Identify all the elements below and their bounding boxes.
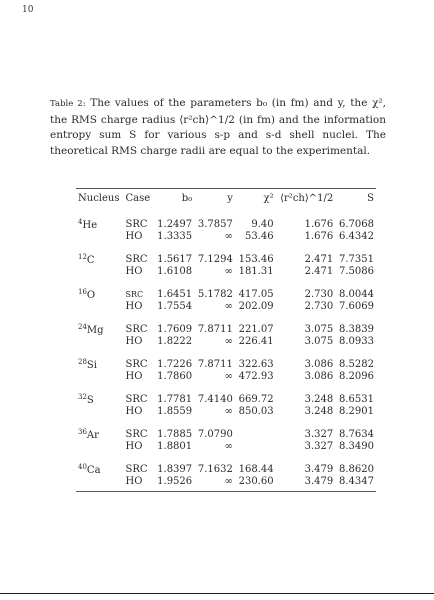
chi2-cell: 168.44: [238, 463, 274, 475]
b0-cell: 1.7554: [157, 301, 193, 312]
rms-radius-cell: 2.730: [304, 288, 334, 300]
chi2-cell: 322.63: [238, 358, 274, 370]
element-symbol: S: [86, 395, 94, 406]
rms-radius-cell: 1.676: [304, 231, 334, 242]
case-cell: HO: [125, 371, 143, 382]
rms-radius-cell: 3.086: [304, 358, 334, 370]
table-row: [76, 371, 376, 382]
table-row: [76, 312, 376, 336]
case-cell: SRC: [125, 323, 148, 335]
y-cell: 5.1782: [197, 288, 233, 300]
case-cell: HO: [125, 266, 143, 277]
mass-number: 36: [78, 428, 87, 436]
mass-number: 12: [78, 253, 87, 261]
nucleus-cell: [76, 207, 124, 231]
case-cell: SRC: [125, 253, 148, 265]
rms-radius-cell: 2.730: [304, 301, 334, 312]
b0-cell: 1.8801: [157, 441, 193, 452]
b0-cell: 1.9526: [157, 476, 193, 487]
nucleus-cell: [76, 347, 124, 371]
table-row: [76, 441, 376, 452]
chi2-cell: 202.09: [238, 301, 274, 312]
table-row: [76, 266, 376, 277]
y-cell: 7.4140: [197, 393, 233, 405]
b0-cell: 1.7860: [157, 371, 193, 382]
element-symbol: C: [86, 255, 95, 266]
header-rms-radius: ⟨r²ch⟩^1/2: [280, 193, 334, 204]
b0-cell: 1.7609: [157, 323, 193, 335]
y-cell: 7.0790: [197, 428, 233, 440]
nucleus-cell: [76, 417, 124, 441]
y-cell: 7.8711: [197, 358, 233, 370]
table-row: [76, 476, 376, 487]
nucleus-cell: [76, 441, 124, 452]
y-cell: ∞: [224, 336, 233, 347]
entropy-cell: 8.0044: [339, 288, 374, 300]
mass-number: 16: [78, 288, 87, 296]
rms-radius-cell: 3.327: [304, 428, 334, 440]
rms-radius-cell: 3.327: [304, 441, 334, 452]
b0-cell: 1.8222: [157, 336, 193, 347]
entropy-cell: 6.7068: [339, 218, 374, 230]
case-cell: HO: [125, 231, 143, 242]
table-row: [76, 207, 376, 231]
case-cell: SRC: [125, 358, 148, 370]
rms-radius-cell: 3.248: [304, 393, 334, 405]
y-cell: ∞: [224, 301, 233, 312]
header-b0: b₀: [181, 193, 193, 204]
y-cell: ∞: [224, 266, 233, 277]
rms-radius-cell: 3.479: [304, 476, 334, 487]
chi2-cell: 417.05: [238, 288, 274, 300]
nucleus-cell: [76, 266, 124, 277]
element-symbol: Si: [86, 360, 97, 371]
entropy-cell: 8.7634: [339, 428, 374, 440]
table-row: [76, 277, 376, 301]
nucleus-cell: [76, 242, 124, 266]
case-cell: HO: [125, 406, 143, 417]
b0-cell: 1.7226: [157, 358, 193, 370]
table-row: [76, 452, 376, 476]
entropy-cell: 7.6069: [339, 301, 374, 312]
entropy-cell: 8.8620: [339, 463, 374, 475]
case-cell: SRC: [125, 463, 148, 475]
chi2-cell: 230.60: [238, 476, 274, 487]
table-row: [76, 242, 376, 266]
chi2-cell: 850.03: [238, 406, 274, 417]
entropy-cell: 6.4342: [339, 231, 374, 242]
chi2-cell: 9.40: [251, 218, 274, 230]
rms-radius-cell: 3.479: [304, 463, 334, 475]
y-cell: ∞: [224, 231, 233, 242]
table-row: [76, 301, 376, 312]
chi2-cell: 669.72: [238, 393, 274, 405]
entropy-cell: 8.0933: [339, 336, 374, 347]
b0-cell: 1.6108: [157, 266, 193, 277]
y-cell: 7.1632: [197, 463, 233, 475]
nucleus-cell: [76, 336, 124, 347]
case-cell: SRC: [125, 289, 144, 299]
rms-radius-cell: 3.075: [304, 323, 334, 335]
case-cell: HO: [125, 441, 143, 452]
results-table: [76, 188, 376, 492]
case-cell: HO: [125, 301, 143, 312]
mass-number: 28: [78, 358, 87, 366]
entropy-cell: 7.7351: [339, 253, 374, 265]
y-cell: ∞: [224, 476, 233, 487]
element-symbol: Ar: [86, 430, 99, 441]
nucleus-cell: [76, 371, 124, 382]
case-cell: SRC: [125, 428, 148, 440]
b0-cell: 1.2497: [157, 218, 193, 230]
rms-radius-cell: 2.471: [304, 253, 334, 265]
b0-cell: 1.7885: [157, 428, 193, 440]
nucleus-cell: [76, 452, 124, 476]
rms-radius-cell: 3.248: [304, 406, 334, 417]
table-row: [76, 231, 376, 242]
nucleus-cell: [76, 312, 124, 336]
y-cell: 7.1294: [197, 253, 233, 265]
header-y: y: [227, 193, 233, 204]
b0-cell: 1.6451: [157, 288, 193, 300]
entropy-cell: 8.4347: [339, 476, 374, 487]
nucleus-cell: [76, 231, 124, 242]
chi2-cell: 226.41: [238, 336, 274, 347]
header-chi2: χ²: [263, 193, 274, 204]
header-entropy-s: S: [367, 193, 374, 204]
mass-number: 40: [78, 463, 87, 471]
entropy-cell: 8.3839: [339, 323, 374, 335]
case-cell: HO: [125, 336, 143, 347]
chi2-cell: 221.07: [238, 323, 274, 335]
rms-radius-cell: 1.676: [304, 218, 334, 230]
element-symbol: O: [86, 290, 96, 301]
chi2-cell: 153.46: [238, 253, 274, 265]
table-header-row: [76, 189, 376, 207]
table-row: [76, 347, 376, 371]
b0-cell: 1.8559: [157, 406, 193, 417]
entropy-cell: 8.3490: [339, 441, 374, 452]
b0-cell: 1.5617: [157, 253, 193, 265]
y-cell: ∞: [224, 406, 233, 417]
caption-label: Table 2:: [50, 99, 86, 109]
case-cell: HO: [125, 476, 143, 487]
chi2-cell: 472.93: [238, 371, 274, 382]
y-cell: 3.7857: [197, 218, 233, 230]
entropy-cell: 7.5086: [339, 266, 374, 277]
page-number: 10: [22, 5, 34, 15]
header-case: Case: [125, 193, 151, 204]
element-symbol: Mg: [86, 325, 104, 336]
chi2-cell: 53.46: [244, 231, 274, 242]
mass-number: 24: [78, 323, 87, 331]
nucleus-cell: [76, 406, 124, 417]
y-cell: 7.8711: [197, 323, 233, 335]
rms-radius-cell: 3.086: [304, 371, 334, 382]
element-symbol: Ca: [86, 465, 101, 476]
b0-cell: 1.8397: [157, 463, 193, 475]
entropy-cell: 8.6531: [339, 393, 374, 405]
chi2-cell: 181.31: [238, 266, 274, 277]
nucleus-cell: [76, 382, 124, 406]
case-cell: SRC: [125, 393, 148, 405]
entropy-cell: 8.2901: [339, 406, 374, 417]
chi2-cell: [235, 441, 276, 452]
entropy-cell: 8.5282: [339, 358, 374, 370]
table-row: [76, 336, 376, 347]
entropy-cell: 8.2096: [339, 371, 374, 382]
table-row: [76, 417, 376, 441]
table-bottom-rule: [76, 491, 376, 492]
case-cell: SRC: [125, 218, 148, 230]
b0-cell: 1.3335: [157, 231, 193, 242]
table-caption: [50, 96, 386, 159]
y-cell: ∞: [224, 371, 233, 382]
page-bottom-edge: [0, 593, 434, 594]
mass-number: 32: [78, 393, 87, 401]
rms-radius-cell: 2.471: [304, 266, 334, 277]
element-symbol: He: [82, 220, 98, 231]
mass-number: 4: [78, 218, 83, 226]
nucleus-cell: [76, 476, 124, 487]
nucleus-cell: [76, 277, 124, 301]
nucleus-cell: [76, 301, 124, 312]
chi2-cell: [235, 417, 276, 441]
y-cell: ∞: [224, 441, 233, 452]
table-row: [76, 382, 376, 406]
b0-cell: 1.7781: [157, 393, 193, 405]
table-row: [76, 406, 376, 417]
rms-radius-cell: 3.075: [304, 336, 334, 347]
caption-text: The values of the parameters b₀ (in fm) and y, the χ², the RMS charge radius ⟨r²ch⟩^1/2 (in fm) and the information entropy sum S for various s-p and s-d shell nuclei. The theoretical RMS charge radii are equal to the experimental.: [50, 97, 386, 157]
header-nucleus: Nucleus: [78, 193, 120, 204]
